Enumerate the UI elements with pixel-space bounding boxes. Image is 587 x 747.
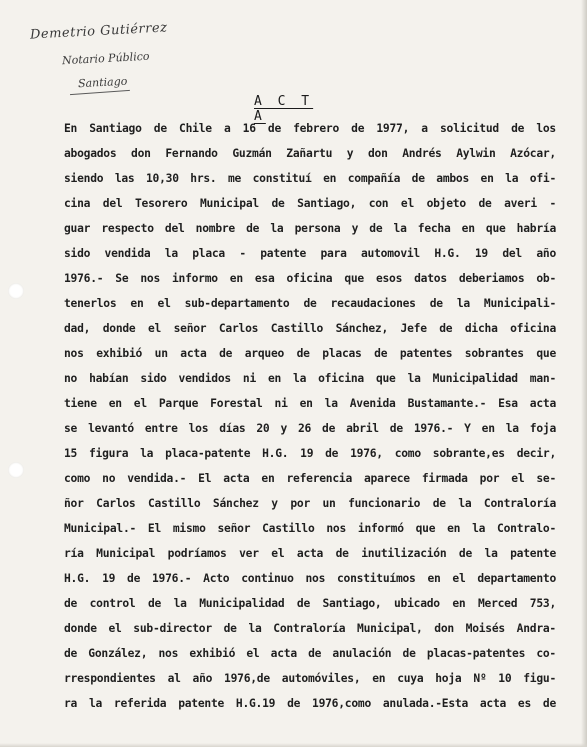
body-line: guar respecto del nombre de la persona y de la fecha en que habría bbox=[64, 222, 556, 235]
letterhead-city: Santiago bbox=[77, 74, 128, 91]
body-line: ra la referida patente H.G.19 de 1976,como anulada.-Esta acta es de bbox=[64, 697, 556, 710]
punch-hole-bottom bbox=[8, 462, 24, 478]
body-line: sido vendida la placa - patente para automovil H.G. 19 del año bbox=[64, 247, 556, 260]
letterhead-flourish bbox=[70, 90, 130, 97]
page-bottom-shadow bbox=[0, 743, 587, 747]
punch-hole-top bbox=[8, 283, 24, 299]
body-line: nos exhibió un acta de arqueo de placas de patentes sobrantes que bbox=[64, 347, 556, 360]
body-line: de control de la Municipalidad de Santiago, ubicado en Merced 753, bbox=[64, 597, 556, 610]
body-line: siendo las 10,30 hrs. me constituí en compañía de ambos en la ofi- bbox=[64, 172, 556, 185]
body-line: ñor Carlos Castillo Sánchez y por un funcionario de la Contraloría bbox=[64, 497, 556, 510]
body-line: En Santiago de Chile a 16 de febrero de 1977, a solicitud de los bbox=[64, 122, 556, 135]
body-line: no habían sido vendidos ni en la oficina que la Municipalidad man- bbox=[64, 372, 556, 385]
document-title: A C T A bbox=[254, 94, 314, 124]
body-line: tenerlos en el sub-departamento de recaudaciones de la Municipali- bbox=[64, 297, 556, 310]
body-line: H.G. 19 de 1976.- Acto continuo nos constituímos en el departamento bbox=[64, 572, 556, 585]
body-line: abogados don Fernando Guzmán Zañartu y don Andrés Aylwin Azócar, bbox=[64, 147, 556, 160]
body-line: 1976.- Se nos informo en esa oficina que esos datos deberiamos ob- bbox=[64, 272, 556, 285]
body-line: rrespondientes al año 1976,de automóviles, en cuya hoja Nº 10 figu- bbox=[64, 672, 556, 685]
letterhead-name: Demetrio Gutiérrez bbox=[29, 20, 168, 43]
body-line: 15 figura la placa-patente H.G. 19 de 1976, como sobrante,es decir, bbox=[64, 447, 556, 460]
body-line: cina del Tesorero Municipal de Santiago, con el objeto de averi - bbox=[64, 197, 556, 210]
body-line: se levantó entre los días 20 y 26 de abril de 1976.- Y en la foja bbox=[64, 422, 556, 435]
body-line: ría Municipal podríamos ver el acta de inutilización de la patente bbox=[64, 547, 556, 560]
body-line: de González, nos exhibió el acta de anulación de placas-patentes co- bbox=[64, 647, 556, 660]
body-line: como no vendida.- El acta en referencia aparece firmada por el se- bbox=[64, 472, 556, 485]
letterhead-title: Notario Público bbox=[61, 49, 150, 68]
body-line: donde el sub-director de la Contraloría Municipal, don Moisés Andra- bbox=[64, 622, 556, 635]
page-edge-shadow bbox=[581, 0, 587, 747]
body-line: tiene en el Parque Forestal ni en la Avenida Bustamante.- Esa acta bbox=[64, 397, 556, 410]
body-line: dad, donde el señor Carlos Castillo Sánchez, Jefe de dicha oficina bbox=[64, 322, 556, 335]
body-line: Municipal.- El mismo señor Castillo nos informó que en la Contralo- bbox=[64, 522, 556, 535]
